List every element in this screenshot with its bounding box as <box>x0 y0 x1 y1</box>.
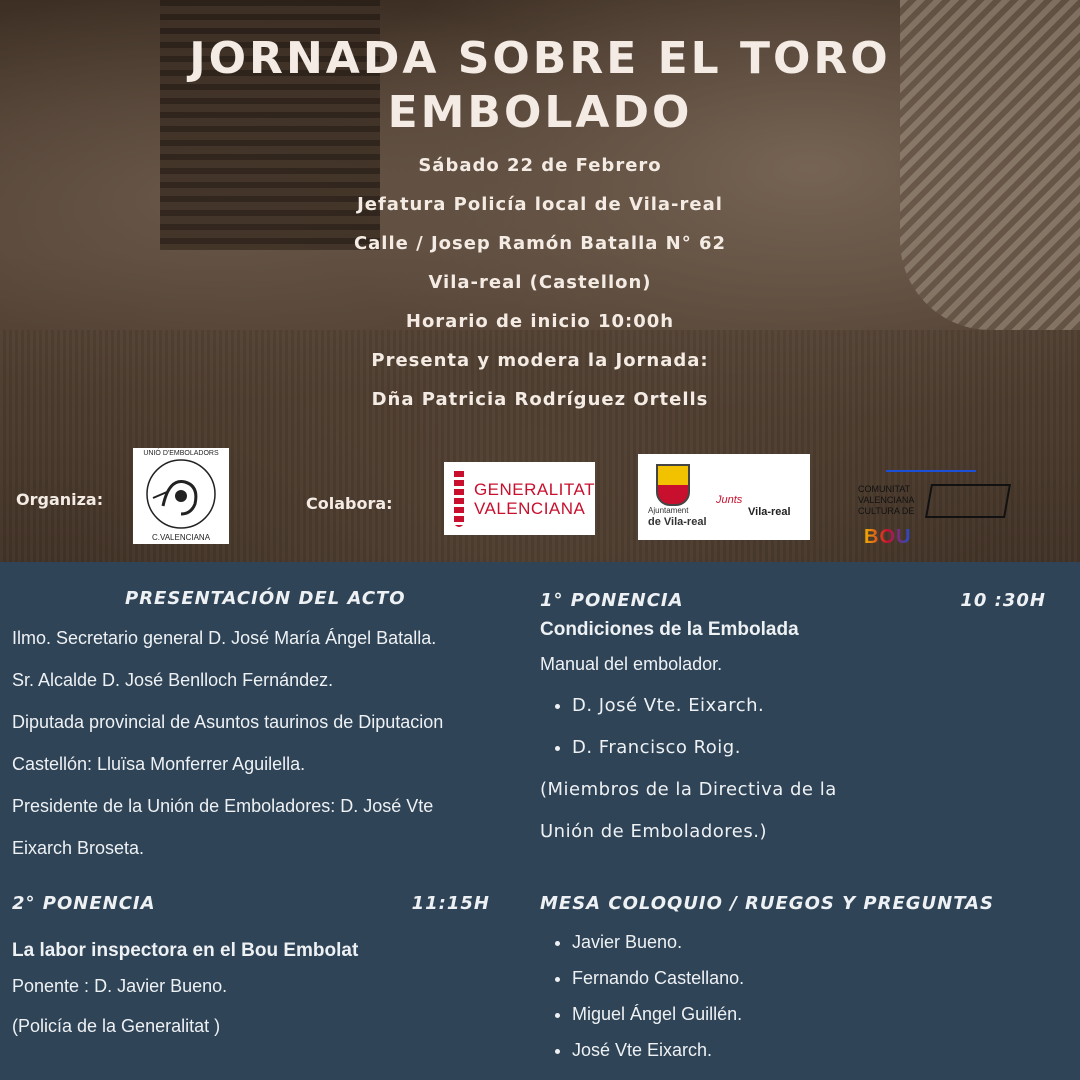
generalitat-line-2: VALENCIANA <box>473 498 586 518</box>
ponencia1-header <box>540 590 1046 611</box>
event-moderator: Dña Patricia Rodríguez Ortells <box>371 389 709 410</box>
presentacion-line: Eixarch Broseta. <box>12 838 145 858</box>
union-logo-bottom-text: C.VALENCIANA <box>151 533 211 542</box>
organiza-label: Organiza: <box>16 490 104 509</box>
presentacion-line: Presidente de la Unión de Emboladores: D. José Vte <box>12 796 434 816</box>
ponencia2-line: Ponente : D. Javier Bueno. <box>12 976 228 996</box>
event-time: Horario de inicio 10:00h <box>405 311 675 332</box>
mesa-bullet: • José Vte Eixarch. <box>572 1032 1060 1068</box>
event-date: Sábado 22 de Febrero <box>418 155 662 176</box>
mesa-heading: MESA COLOQUIO / RUEGOS Y PREGUNTAS <box>540 893 994 914</box>
ponencia2-header <box>12 893 490 914</box>
mesa-bullets <box>540 924 1060 1068</box>
presentacion-line: Castellón: Lluïsa Monferrer Aguilella. <box>12 754 306 774</box>
bou-word: BOU <box>864 526 912 548</box>
presentacion-line: Ilmo. Secretario general D. José María Ángel Batalla. <box>12 628 437 648</box>
bou-frame-icon <box>925 484 1011 518</box>
event-moderator-label: Presenta y modera la Jornada: <box>371 350 709 371</box>
event-venue: Jefatura Policía local de Vila-real <box>357 194 723 215</box>
ajuntament-vila-real-logo <box>638 454 810 540</box>
ponencia1-note-2: Unión de Emboladores.) <box>540 821 767 842</box>
mesa-bullet: • Fernando Castellano. <box>572 960 1060 996</box>
bou-accent-line <box>886 470 976 472</box>
generalitat-shield-icon <box>454 471 464 527</box>
ponencia1-bullet: • D. José Vte. Eixarch. <box>572 685 1046 727</box>
vila-real-brand-text: Vila-real <box>748 506 791 518</box>
ponencia2-heading: 2° PONENCIA <box>12 893 156 914</box>
generalitat-valenciana-logo <box>444 462 595 535</box>
event-title <box>0 32 1080 140</box>
generalitat-line-1: GENERALITAT <box>473 479 595 499</box>
event-address: Calle / Josep Ramón Batalla N° 62 <box>353 233 727 254</box>
ponencia1-bullets <box>540 685 1046 769</box>
bou-text: COMUNITAT VALENCIANA CULTURA DE <box>858 484 915 516</box>
ponencia1-bullet: • D. Francisco Roig. <box>572 727 1046 769</box>
union-emboladors-emblem-icon <box>133 448 229 544</box>
cultura-de-bou-logo <box>858 462 1018 550</box>
ponencia1-intro: Manual del embolador. <box>540 654 723 674</box>
presentacion-line: Diputada provincial de Asuntos taurinos de Diputacion <box>12 712 444 732</box>
hero-text <box>0 0 1080 419</box>
mesa-section <box>540 893 1060 1068</box>
presentacion-section <box>12 588 492 869</box>
mesa-bullet: • Javier Bueno. <box>572 924 1060 960</box>
bou-big-text <box>864 526 911 549</box>
colabora-label: Colabora: <box>306 494 393 513</box>
ponencia1-time: 10 :30H <box>960 590 1046 611</box>
vila-real-shield-icon <box>656 464 690 506</box>
vila-real-line-1: Ajuntament <box>648 506 689 515</box>
title-line-2: EMBOLADO <box>387 87 693 138</box>
ponencia2-lines <box>12 966 490 1046</box>
ponencia1-heading: 1° PONENCIA <box>540 590 684 611</box>
union-logo-top-text: UNIÓ D'EMBOLADORS <box>143 450 219 457</box>
ponencia1-section <box>540 590 1046 853</box>
presentacion-heading: PRESENTACIÓN DEL ACTO <box>125 588 406 609</box>
ponencia2-subtitle: La labor inspectora en el Bou Embolat <box>12 940 359 961</box>
ponencia1-subtitle: Condiciones de la Embolada <box>540 619 799 640</box>
presentacion-lines <box>12 617 492 869</box>
ponencia2-line: (Policía de la Generalitat ) <box>12 1016 221 1036</box>
junts-brand-text: Junts <box>716 494 743 506</box>
ponencia2-section <box>12 893 490 1046</box>
union-emboladors-logo <box>133 448 229 544</box>
vila-real-line-2: de Vila-real <box>648 516 707 528</box>
title-line-1: JORNADA SOBRE EL TORO <box>189 33 891 84</box>
presentacion-line: Sr. Alcalde D. José Benlloch Fernández. <box>12 670 334 690</box>
generalitat-text <box>474 480 595 518</box>
event-city: Vila-real (Castellon) <box>428 272 652 293</box>
ponencia1-note-1: (Miembros de la Directiva de la <box>540 779 837 800</box>
mesa-bullet: • Miguel Ángel Guillén. <box>572 996 1060 1032</box>
event-info <box>0 146 1080 419</box>
ponencia2-time: 11:15H <box>411 893 490 914</box>
